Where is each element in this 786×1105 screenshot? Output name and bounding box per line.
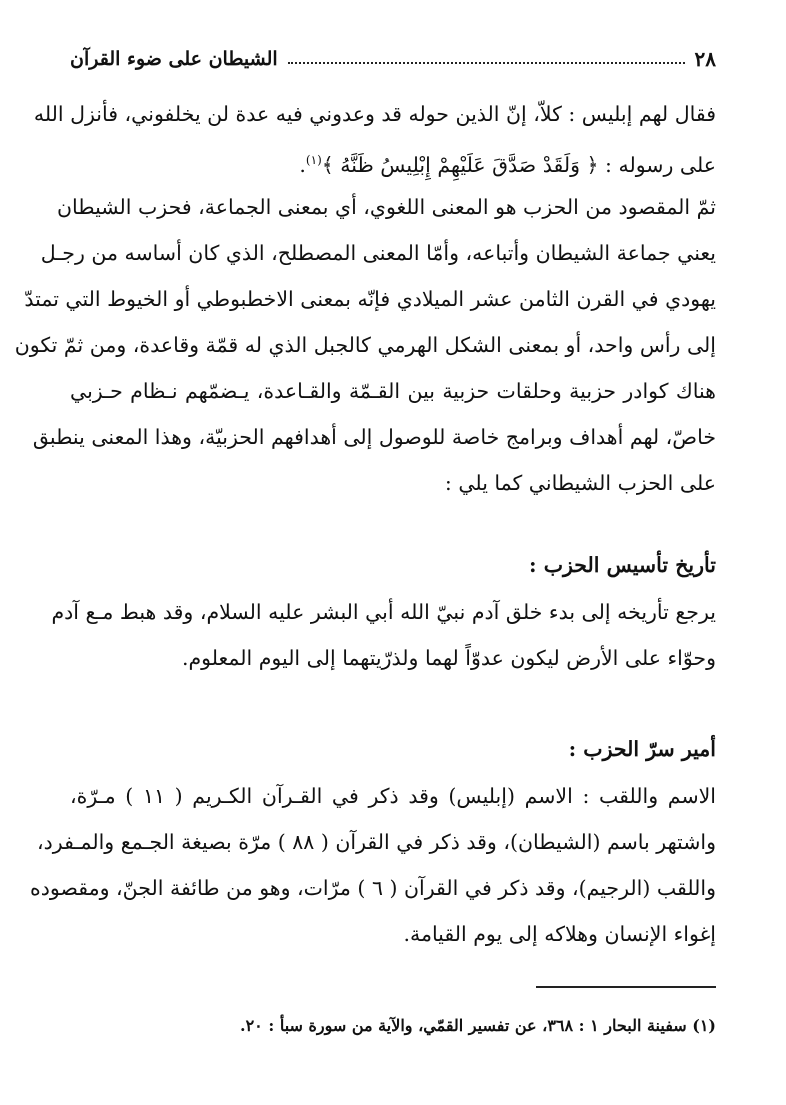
paragraph-3-line-1: يرجع تأريخه إلى بدء خلق آدم نبيّ الله أبي البشر عليه السلام، وقد هبط مـع آدم [51,600,716,624]
paragraph-4-line-2: واشتهر باسم (الشيطان)، وقد ذكر في القرآن ( ٨٨ ) مرّة بصيغة الجـمع والمـفرد، [37,830,716,854]
footnote-reference: (١) [305,153,322,167]
footnote-separator [536,986,716,988]
paragraph-1-line-2-text: على رسوله : ﴿ وَلَقَدْ صَدَّقَ عَلَيْهِمْ إِبْلِيسُ ظَنَّهُ ﴾ [321,152,716,177]
paragraph-4-line-1: الاسم واللقب : الاسم (إبليس) وقد ذكر في القـرآن الكـريم ( ١١ ) مـرّة، [70,784,717,808]
paragraph-2-line-2: يعني جماعة الشيطان وأتباعه، وأمّا المعنى المصطلح، الذي كان أساسه من رجـل [40,241,716,265]
paragraph-4-line-3: واللقب (الرجيم)، وقد ذكر في القرآن ( ٦ ) مرّات، وهو من طائفة الجنّ، ومقصوده [30,876,716,900]
paragraph-2-line-5: هناك كوادر حزبية وحلقات حزبية بين القـمّة والقـاعدة، يـضمّهم نـظام حـزبي [70,379,716,403]
paragraph-2-line-6: خاصّ، لهم أهداف وبرامج خاصة للوصول إلى أهدافهم الحزبيّة، وهذا المعنى ينطبق [32,425,716,449]
paragraph-2-line-4: إلى رأس واحد، أو بمعنى الشكل الهرمي كالجبل الذي له قمّة وقاعدة، ومن ثمّ تكون [14,333,716,357]
page-number: ٢٨ [694,47,716,71]
paragraph-2-line-7: على الحزب الشيطاني كما يلي : [444,471,716,495]
running-title: الشيطان على ضوء القرآن [70,48,278,70]
page-header [70,42,716,76]
paragraph-1-line-1: فقال لهم إبليس : كلاّ، إنّ الذين حوله قد وعدوني فيه عدة لن يخلفوني، فأنزل الله [33,102,716,126]
paragraph-2-line-1: ثمّ المقصود من الحزب هو المعنى اللغوي، أي بمعنى الجماعة، فحزب الشيطان [56,195,716,219]
paragraph-4-line-4: إغواء الإنسان وهلاكه إلى يوم القيامة. [403,922,716,946]
paragraph-3-line-2: وحوّاء على الأرض ليكون عدوّاً لهما ولذرّيتهما إلى اليوم المعلوم. [181,646,716,670]
footnote: (١) سفينة البحار ١ : ٣٦٨، عن تفسير القمّي، والآية من سورة سبأ : ٢٠. [240,1016,716,1035]
paragraph-1-line-2: على رسوله : ﴿ وَلَقَدْ صَدَّقَ عَلَيْهِمْ إِبْلِيسُ ظَنَّهُ ﴾$^{(١)}$. [299,152,716,177]
header-dotted-leader [288,62,685,64]
section-heading-party-leader: أمير سرّ الحزب : [568,737,716,761]
paragraph-2-line-3: يهودي في القرن الثامن عشر الميلادي فإنّه بمعنى الاخطبوطي أو الخيوط التي تمتدّ [24,287,716,311]
section-heading-party-history: تأريخ تأسيس الحزب : [528,553,716,577]
